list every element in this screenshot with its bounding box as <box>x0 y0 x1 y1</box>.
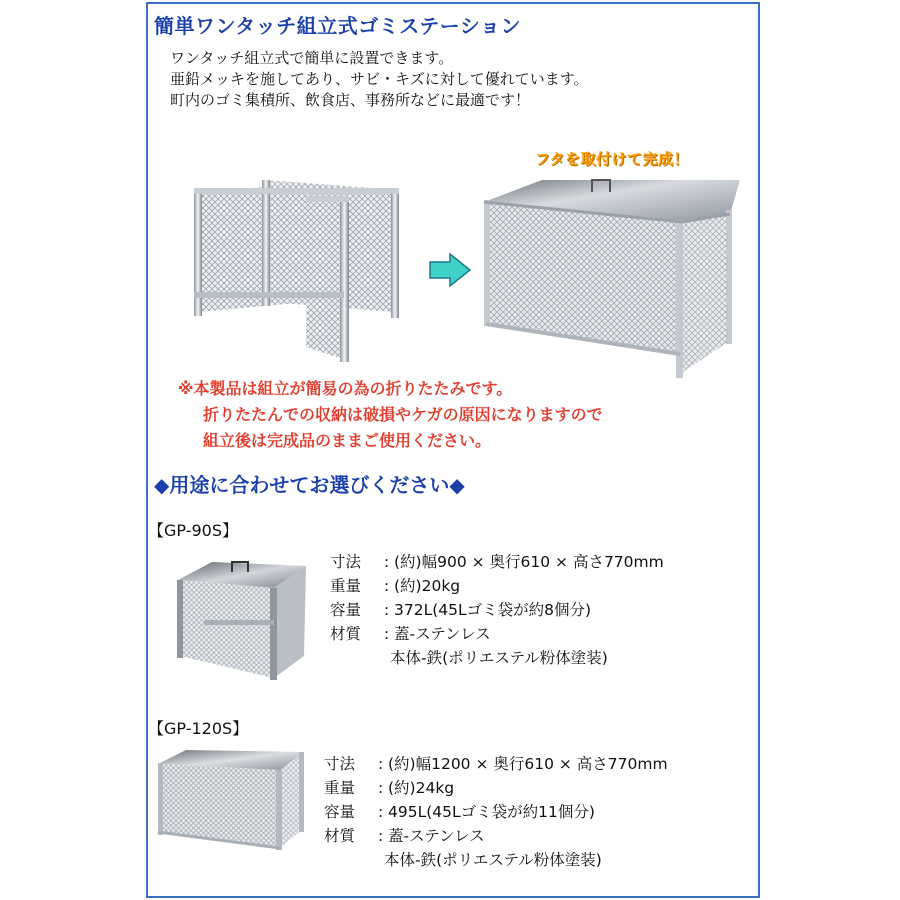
spec-colon: : <box>384 553 390 571</box>
intro-line: 亜鉛メッキを施してあり、サビ・キズに対して優れています。 <box>170 70 589 88</box>
spec-value: (約)幅900 × 奥行610 × 高さ770mm <box>394 553 664 571</box>
spec-row <box>330 622 664 646</box>
model-label-gp-120s: 【GP-120S】 <box>148 719 249 738</box>
product-panel <box>146 2 760 898</box>
assembled-station-photo <box>482 174 744 380</box>
spec-list-gp-90s <box>330 550 664 670</box>
spec-key: 材質 <box>324 827 356 845</box>
spec-row <box>330 598 664 622</box>
spec-row <box>324 800 668 824</box>
spec-key: 重量 <box>330 577 362 595</box>
spec-row <box>324 776 668 800</box>
spec-list-gp-120s <box>324 752 668 872</box>
spec-colon: : <box>378 755 384 773</box>
folded-frame-photo <box>188 172 414 364</box>
spec-key: 重量 <box>324 779 356 797</box>
spec-value: 蓋-ステンレス <box>388 827 485 845</box>
spec-colon: : <box>384 625 390 643</box>
completion-callout: フタを取付けて完成！ <box>535 150 689 168</box>
spec-colon: : <box>378 827 384 845</box>
intro-text <box>170 48 589 111</box>
warning-line: 折りたたんでの収納は破損やケガの原因になりますので <box>203 405 603 424</box>
right-arrow-icon <box>428 252 472 288</box>
spec-value: 495L(45Lゴミ袋が約11個分) <box>388 803 595 821</box>
spec-extra: 本体-鉄(ポリエステル粉体塗装) <box>384 851 602 869</box>
model-label-gp-90s: 【GP-90S】 <box>148 521 238 540</box>
spec-key: 容量 <box>324 803 356 821</box>
spec-row <box>324 824 668 848</box>
warning-line: 組立後は完成品のままご使用ください。 <box>203 431 492 450</box>
intro-line: 町内のゴミ集積所、飲食店、事務所などに最適です！ <box>170 91 531 109</box>
spec-value: (約)幅1200 × 奥行610 × 高さ770mm <box>388 755 668 773</box>
spec-row <box>324 752 668 776</box>
product-photo-gp-120s <box>156 748 306 852</box>
spec-value: (約)20kg <box>394 577 461 595</box>
spec-colon: : <box>384 577 390 595</box>
spec-colon: : <box>378 803 384 821</box>
spec-colon: : <box>378 779 384 797</box>
spec-row <box>330 574 664 598</box>
section-heading: ◆用途に合わせてお選びください◆ <box>154 473 465 497</box>
intro-line: ワンタッチ組立式で簡単に設置できます。 <box>170 49 454 67</box>
warning-line: ※本製品は組立が簡易の為の折りたたみです。 <box>178 379 513 398</box>
spec-key: 寸法 <box>330 553 362 571</box>
warning-note <box>178 376 603 454</box>
spec-value: 372L(45Lゴミ袋が約8個分) <box>394 601 592 619</box>
spec-colon: : <box>384 601 390 619</box>
product-photo-gp-90s <box>174 560 310 684</box>
spec-extra: 本体-鉄(ポリエステル粉体塗装) <box>390 649 608 667</box>
spec-key: 寸法 <box>324 755 356 773</box>
spec-key: 容量 <box>330 601 362 619</box>
page-title: 簡単ワンタッチ組立式ゴミステーション <box>154 14 521 38</box>
spec-value: 蓋-ステンレス <box>394 625 491 643</box>
spec-row <box>330 550 664 574</box>
spec-value: (約)24kg <box>388 779 455 797</box>
spec-key: 材質 <box>330 625 362 643</box>
